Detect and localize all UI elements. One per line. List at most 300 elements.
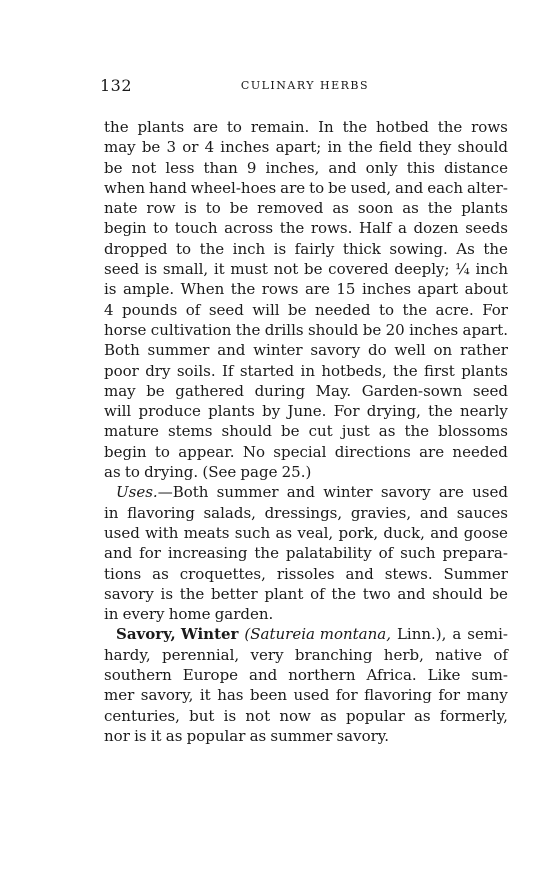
word: is xyxy=(223,706,237,725)
word: seed xyxy=(104,260,140,279)
word: in xyxy=(104,605,119,624)
word: two xyxy=(362,584,391,603)
word: summer xyxy=(216,483,279,502)
word: should xyxy=(307,320,359,339)
text-line xyxy=(104,340,508,360)
word: is xyxy=(273,239,287,258)
text-line xyxy=(104,137,508,157)
word: be xyxy=(104,158,123,177)
word: soils. xyxy=(176,361,216,380)
word: flavoring xyxy=(364,686,432,705)
word: in xyxy=(300,361,315,380)
word: with xyxy=(145,523,179,542)
word: summer xyxy=(270,726,333,745)
word: popular xyxy=(345,706,405,725)
word: palatability xyxy=(285,544,372,563)
word: tions xyxy=(104,564,142,583)
word: dressings, xyxy=(264,503,343,522)
text-line xyxy=(104,421,508,441)
word: home xyxy=(168,605,211,624)
word: plants xyxy=(137,118,185,136)
word: the xyxy=(254,544,279,563)
text-line xyxy=(104,401,508,421)
text-line xyxy=(104,503,508,523)
word: very xyxy=(250,645,284,664)
word: acre. xyxy=(435,300,474,319)
word: croquettes, xyxy=(179,564,266,583)
word: to xyxy=(226,118,242,136)
word: should xyxy=(432,584,483,603)
italic-term: Uses. xyxy=(116,483,158,502)
word: 4 xyxy=(204,138,215,157)
word: as xyxy=(249,726,267,745)
word: inch xyxy=(232,239,266,258)
word: winter xyxy=(323,483,373,502)
word: are xyxy=(193,118,219,136)
word: is xyxy=(144,260,158,279)
word: are xyxy=(438,483,464,502)
word: used, xyxy=(350,178,392,197)
word: pounds xyxy=(122,300,178,319)
word: pork, xyxy=(338,523,379,542)
word: each xyxy=(427,178,464,197)
text-line xyxy=(104,482,508,502)
word: in xyxy=(104,503,119,522)
text-line xyxy=(104,645,508,665)
word: Linn.), xyxy=(396,625,447,644)
word: gathered xyxy=(175,381,245,400)
word: For xyxy=(482,300,508,319)
word: the xyxy=(393,361,418,380)
text-line xyxy=(104,523,508,543)
word: Uses.—Both xyxy=(116,483,209,502)
word: are xyxy=(304,280,330,299)
word: be xyxy=(141,138,161,157)
word: to xyxy=(176,239,192,258)
word: now xyxy=(279,706,311,725)
word: branching xyxy=(294,645,373,664)
text-line xyxy=(104,726,508,746)
word: removed xyxy=(257,199,324,218)
word: drying. xyxy=(144,463,199,482)
word: the xyxy=(427,199,453,218)
word: as xyxy=(378,422,396,441)
word: for xyxy=(139,544,161,563)
word: and xyxy=(395,178,424,197)
word: as xyxy=(413,706,431,725)
word: the xyxy=(235,320,261,339)
word: begin xyxy=(104,219,147,238)
word: across xyxy=(224,219,274,238)
word: for xyxy=(335,686,358,705)
word: the xyxy=(342,118,368,136)
word: the xyxy=(331,584,356,603)
word: for xyxy=(438,686,461,705)
text-line xyxy=(104,442,508,462)
word: and xyxy=(430,523,459,542)
word: gravies, xyxy=(350,503,412,522)
word: flavoring xyxy=(127,503,195,522)
word: nate xyxy=(104,199,138,218)
word: (See xyxy=(202,463,237,482)
entry-heading: Savory, Winter xyxy=(116,625,239,644)
word: semi- xyxy=(467,625,508,644)
word: seed xyxy=(208,300,244,319)
text-line xyxy=(104,259,508,279)
page-header xyxy=(100,76,510,96)
word: duck, xyxy=(383,523,425,542)
word: this xyxy=(406,158,435,177)
word: nearly xyxy=(459,402,508,421)
word: well xyxy=(394,341,426,360)
word: has xyxy=(217,686,244,705)
word: begin xyxy=(104,442,147,461)
word: is xyxy=(134,726,147,745)
word: apart; xyxy=(275,138,322,157)
word: will xyxy=(252,300,280,319)
word: as xyxy=(275,523,293,542)
word: wheel-hoes xyxy=(190,178,277,197)
word: to xyxy=(205,199,221,218)
word: fairly xyxy=(294,239,335,258)
word: sauces xyxy=(456,503,508,522)
word: a xyxy=(397,219,407,238)
word: started xyxy=(239,361,295,380)
word: soon xyxy=(357,199,394,218)
page-number: 132 xyxy=(100,76,133,95)
running-head: CULINARY HERBS xyxy=(240,79,370,92)
word: and xyxy=(397,584,426,603)
word: 9 xyxy=(246,158,257,177)
word: rather xyxy=(460,341,508,360)
word: inches xyxy=(361,280,412,299)
text-line xyxy=(104,706,508,726)
word: salads, xyxy=(203,503,256,522)
word: of xyxy=(493,645,508,664)
word: hotbed xyxy=(376,118,429,136)
text-line xyxy=(104,320,508,340)
word: covered xyxy=(328,260,389,279)
word: many xyxy=(466,686,508,705)
word: poor xyxy=(104,361,139,380)
word: be xyxy=(489,584,508,603)
word: plants xyxy=(461,361,508,380)
word: less xyxy=(165,158,195,177)
word: and xyxy=(328,158,357,177)
word: plants xyxy=(208,402,255,421)
text-line xyxy=(104,462,508,482)
word: as xyxy=(104,463,121,482)
word: savory xyxy=(310,341,361,360)
word: drills xyxy=(264,320,304,339)
word: must xyxy=(230,260,268,279)
word: No xyxy=(242,442,265,461)
word: centuries, xyxy=(104,706,180,725)
text-line xyxy=(104,279,508,299)
word: remain. xyxy=(250,118,310,136)
word: about xyxy=(464,280,508,299)
word: ample. xyxy=(122,280,175,299)
word: horse xyxy=(104,320,147,339)
word: may xyxy=(104,381,136,400)
word: of xyxy=(378,544,394,563)
word: meats xyxy=(183,523,230,542)
word: rissoles xyxy=(276,564,335,583)
word: as xyxy=(402,199,419,218)
text-line xyxy=(104,604,508,624)
text-line xyxy=(104,117,508,137)
body-text xyxy=(104,117,508,746)
text-line xyxy=(104,239,508,259)
word: ¼ xyxy=(455,260,470,279)
word: perennial, xyxy=(162,645,240,664)
word: dozen xyxy=(413,219,459,238)
word: stems xyxy=(167,422,213,441)
word: be xyxy=(362,320,382,339)
word: it xyxy=(213,260,225,279)
word: only xyxy=(365,158,398,177)
word: such xyxy=(234,523,271,542)
word: the xyxy=(404,422,430,441)
word: garden. xyxy=(214,605,274,624)
word: they xyxy=(418,138,452,157)
word: used xyxy=(472,483,508,502)
word: is xyxy=(104,280,117,299)
word: needed xyxy=(452,442,508,461)
word: Africa. xyxy=(366,666,417,685)
text-line xyxy=(104,564,508,584)
word: sum- xyxy=(471,666,508,685)
word: field xyxy=(378,138,413,157)
word: on xyxy=(433,341,453,360)
word: apart. xyxy=(462,320,508,339)
word: to xyxy=(309,178,325,197)
word: northern xyxy=(288,666,356,685)
word: be xyxy=(281,422,300,441)
word: not xyxy=(245,706,271,725)
word: produce xyxy=(138,402,201,421)
text-line xyxy=(104,685,508,705)
word: just xyxy=(341,422,370,441)
word: the xyxy=(437,118,463,136)
text-line xyxy=(104,361,508,381)
word: plants xyxy=(461,199,508,218)
word: distance xyxy=(443,158,508,177)
word: be xyxy=(288,300,307,319)
word: the xyxy=(199,239,225,258)
word: should xyxy=(221,422,272,441)
word: herb, xyxy=(383,645,424,664)
word: and xyxy=(286,483,315,502)
word: seeds xyxy=(465,219,508,238)
word: drying, xyxy=(366,402,421,421)
word: For xyxy=(333,402,360,421)
word: or xyxy=(182,138,199,157)
word: every xyxy=(122,605,165,624)
word: 20 xyxy=(385,320,405,339)
word: mer xyxy=(104,686,135,705)
word: rows. xyxy=(310,219,353,238)
word: the xyxy=(179,584,205,603)
word: goose xyxy=(463,523,508,542)
word: 15 xyxy=(336,280,356,299)
word: Summer xyxy=(443,564,508,583)
word: inch xyxy=(475,260,508,279)
word: Europe xyxy=(182,666,239,685)
word: to xyxy=(124,463,140,482)
word: savory xyxy=(380,483,431,502)
word: small, xyxy=(162,260,209,279)
word: savory xyxy=(104,584,154,603)
word: dry xyxy=(145,361,171,380)
word: 25.) xyxy=(281,463,312,482)
word: the xyxy=(428,402,453,421)
word: Both xyxy=(104,341,140,360)
word: prepara- xyxy=(442,544,508,563)
italic-term: (Satureia montana, xyxy=(244,625,391,644)
word: as xyxy=(320,706,337,725)
word: May. xyxy=(315,381,352,400)
word: winter xyxy=(253,341,303,360)
word: Garden-sown xyxy=(361,381,463,400)
word: are xyxy=(280,178,306,197)
word: and xyxy=(217,341,246,360)
word: is xyxy=(160,584,174,603)
text-line xyxy=(104,381,508,401)
text-line xyxy=(104,584,508,604)
word: the xyxy=(483,239,508,258)
word: hotbeds, xyxy=(321,361,387,380)
word: nor xyxy=(104,726,130,745)
word: in xyxy=(327,138,342,157)
word: inches xyxy=(220,138,270,157)
word: the xyxy=(402,300,428,319)
word: during xyxy=(254,381,306,400)
word: If xyxy=(221,361,234,380)
text-line xyxy=(104,178,508,198)
word: thick xyxy=(342,239,381,258)
text-line xyxy=(104,624,508,644)
word: to xyxy=(153,219,169,238)
word: cultivation xyxy=(150,320,232,339)
word: inches xyxy=(409,320,459,339)
text-line xyxy=(104,218,508,238)
word: as xyxy=(165,726,183,745)
word: first xyxy=(423,361,455,380)
word: not xyxy=(131,158,157,177)
word: plant xyxy=(264,584,304,603)
word: the xyxy=(230,280,256,299)
word: the xyxy=(104,118,129,136)
word: of xyxy=(310,584,325,603)
word: directions xyxy=(334,442,411,461)
word: the xyxy=(348,138,373,157)
word: and xyxy=(345,564,374,583)
text-line xyxy=(104,198,508,218)
word: a xyxy=(452,625,462,644)
word: hardy, xyxy=(104,645,151,664)
word: and xyxy=(249,666,278,685)
word: savory, xyxy=(140,686,194,705)
word: sowing. xyxy=(389,239,448,258)
word: be xyxy=(146,381,165,400)
word: should xyxy=(457,138,508,157)
word: of xyxy=(185,300,201,319)
word: is xyxy=(184,199,197,218)
word: it xyxy=(199,686,211,705)
word: 4 xyxy=(104,300,114,319)
word: rows xyxy=(261,280,299,299)
word: formerly, xyxy=(439,706,508,725)
text-line xyxy=(104,543,508,563)
word: than xyxy=(203,158,238,177)
word: to xyxy=(154,442,170,461)
word: it xyxy=(150,726,162,745)
word: dropped xyxy=(104,239,168,258)
word: touch xyxy=(174,219,218,238)
word: be xyxy=(328,178,347,197)
word: are xyxy=(419,442,445,461)
text-line xyxy=(104,300,508,320)
text-line xyxy=(104,665,508,685)
word: when xyxy=(104,178,146,197)
word: better xyxy=(211,584,258,603)
word: Half xyxy=(359,219,392,238)
word: page xyxy=(240,463,278,482)
word: blossoms xyxy=(438,422,508,441)
word: seed xyxy=(472,381,508,400)
word: such xyxy=(400,544,436,563)
word: may xyxy=(104,138,136,157)
word: rows xyxy=(471,118,508,136)
word: increasing xyxy=(167,544,248,563)
word: southern xyxy=(104,666,172,685)
word: savory. xyxy=(336,726,390,745)
word: and xyxy=(104,544,133,563)
word: mature xyxy=(104,422,159,441)
word: been xyxy=(250,686,288,705)
word: needed xyxy=(315,300,371,319)
word: stews. xyxy=(384,564,433,583)
text-line xyxy=(104,158,508,178)
word: but xyxy=(189,706,215,725)
word: used xyxy=(293,686,330,705)
word: to xyxy=(378,300,395,319)
word: popular xyxy=(186,726,246,745)
word: the xyxy=(279,219,305,238)
word: When xyxy=(180,280,225,299)
word: hand xyxy=(148,178,187,197)
word: apart xyxy=(417,280,459,299)
word: veal, xyxy=(297,523,334,542)
word: June. xyxy=(287,402,327,421)
word: row xyxy=(146,199,176,218)
word: by xyxy=(262,402,281,421)
word: 3 xyxy=(166,138,177,157)
word: inches, xyxy=(265,158,320,177)
word: will xyxy=(104,402,132,421)
word: Like xyxy=(427,666,461,685)
word: as xyxy=(152,564,169,583)
word: be xyxy=(304,260,323,279)
word: alter- xyxy=(467,178,508,197)
word: be xyxy=(229,199,249,218)
word: and xyxy=(419,503,449,522)
word: cut xyxy=(308,422,333,441)
word: In xyxy=(318,118,334,136)
word: As xyxy=(456,239,475,258)
word: appear. xyxy=(178,442,235,461)
